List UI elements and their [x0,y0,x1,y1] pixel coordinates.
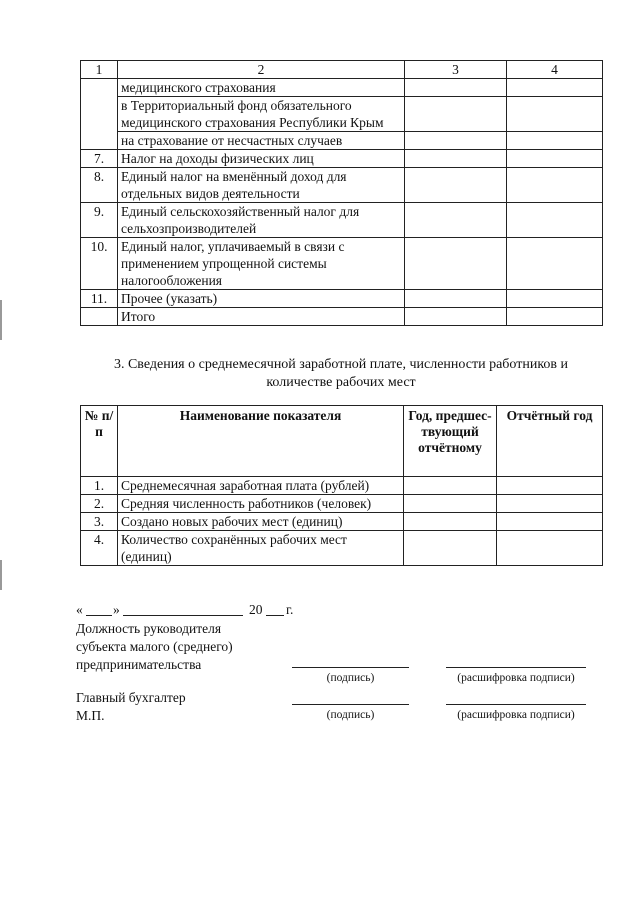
table-row [81,150,603,168]
month-field-line [123,615,243,616]
row-value-current [507,97,603,132]
accountant-signature-line [292,704,409,705]
column-number-4: 4 [507,61,603,79]
table-row [81,495,603,513]
row-value-current [507,79,603,97]
row-number: 4. [81,531,118,566]
column-number-3: 3 [405,61,507,79]
table-row [81,238,603,290]
row-number: 8. [81,168,118,203]
row-number: 10. [81,238,118,290]
director-transcript-caption: (расшифровка подписи) [457,672,575,684]
table-row [81,97,603,132]
table-row [81,203,603,238]
row-name: Прочее (указать) [118,290,405,308]
row-name: Средняя численность работников (человек) [118,495,404,513]
chief-accountant-label: Главный бухгалтер [76,690,186,705]
row-value-current [507,168,603,203]
row-value-current [507,132,603,150]
accountant-transcript-caption: (расшифровка подписи) [457,709,575,721]
row-value-current [507,308,603,326]
column-number-2: 2 [118,61,405,79]
row-value-prev [405,132,507,150]
row-value-prev [404,531,497,566]
table-row [81,477,603,495]
column-number-1: 1 [81,61,118,79]
tax-payments-table [80,60,603,326]
table-row [81,308,603,326]
row-name: Единый сельскохозяйственный налог для сельхозпроизводителей [118,203,405,238]
row-value-current [507,203,603,238]
table-row [81,168,603,203]
header-indicator: Наименование показателя [118,406,404,477]
header-previous-year: Год, предшес-твующий отчётному [404,406,497,477]
row-value-current [497,477,603,495]
director-position-line1: Должность руководителя [76,621,222,636]
scan-edge-mark [0,560,2,590]
row-name: Единый налог на вменённый доход для отдельных видов деятельности [118,168,405,203]
section-title: 3. Сведения о среднемесячной заработной плате, численности работников и количестве рабочих мест [113,357,569,390]
director-position-line2: субъекта малого (среднего) [76,639,233,654]
table-row [81,290,603,308]
row-number: 1. [81,477,118,495]
row-value-prev [405,150,507,168]
scan-edge-mark [0,300,2,340]
row-value-prev [405,168,507,203]
director-position-line3: предпринимательства [76,657,202,672]
year-suffix: г. [286,602,294,617]
row-value-prev [405,79,507,97]
accountant-transcript-line [446,704,586,705]
row-name: в Территориальный фонд обязательного медицинского страхования Республики Крым [118,97,405,132]
header-number: № п/п [81,406,118,477]
year-prefix: 20 [249,602,263,617]
row-name: Итого [118,308,405,326]
row-value-prev [404,495,497,513]
table-header-row [81,406,603,477]
row-value-prev [405,290,507,308]
table-row [81,531,603,566]
row-number: 9. [81,203,118,238]
header-reporting-year: Отчётный год [497,406,603,477]
director-transcript-line [446,667,586,668]
table-row [81,79,603,97]
row-value-prev [405,308,507,326]
row-name: медицинского страхования [118,79,405,97]
row-number: 7. [81,150,118,168]
row-number: 11. [81,290,118,308]
director-signature-line [292,667,409,668]
row-number [81,308,118,326]
table-row [81,513,603,531]
row-number: 2. [81,495,118,513]
row-value-current [497,495,603,513]
row-value-prev [405,203,507,238]
row-value-prev [404,477,497,495]
stamp-label: М.П. [76,708,105,723]
row-value-prev [404,513,497,531]
date-close-quote: » [113,602,120,617]
row-value-prev [405,238,507,290]
row-value-current [507,150,603,168]
row-value-current [507,238,603,290]
day-field-line [86,615,112,616]
row-name: Создано новых рабочих мест (единиц) [118,513,404,531]
salary-employment-table [80,405,603,566]
table-row [81,132,603,150]
director-signature-caption: (подпись) [326,672,375,684]
row-number [81,79,118,97]
row-number [81,97,118,132]
row-name: Единый налог, уплачиваемый в связи с применением упрощенной системы налогообложения [118,238,405,290]
row-value-prev [405,97,507,132]
row-name: Количество сохранённых рабочих мест (единиц) [118,531,404,566]
row-value-current [497,531,603,566]
row-name: Налог на доходы физических лиц [118,150,405,168]
accountant-signature-caption: (подпись) [326,709,375,721]
row-value-current [497,513,603,531]
row-name: на страхование от несчастных случаев [118,132,405,150]
date-open-quote: « [76,602,83,617]
row-number [81,132,118,150]
row-value-current [507,290,603,308]
table-header-row [81,61,603,79]
row-number: 3. [81,513,118,531]
year-field-line [266,615,284,616]
row-name: Среднемесячная заработная плата (рублей) [118,477,404,495]
